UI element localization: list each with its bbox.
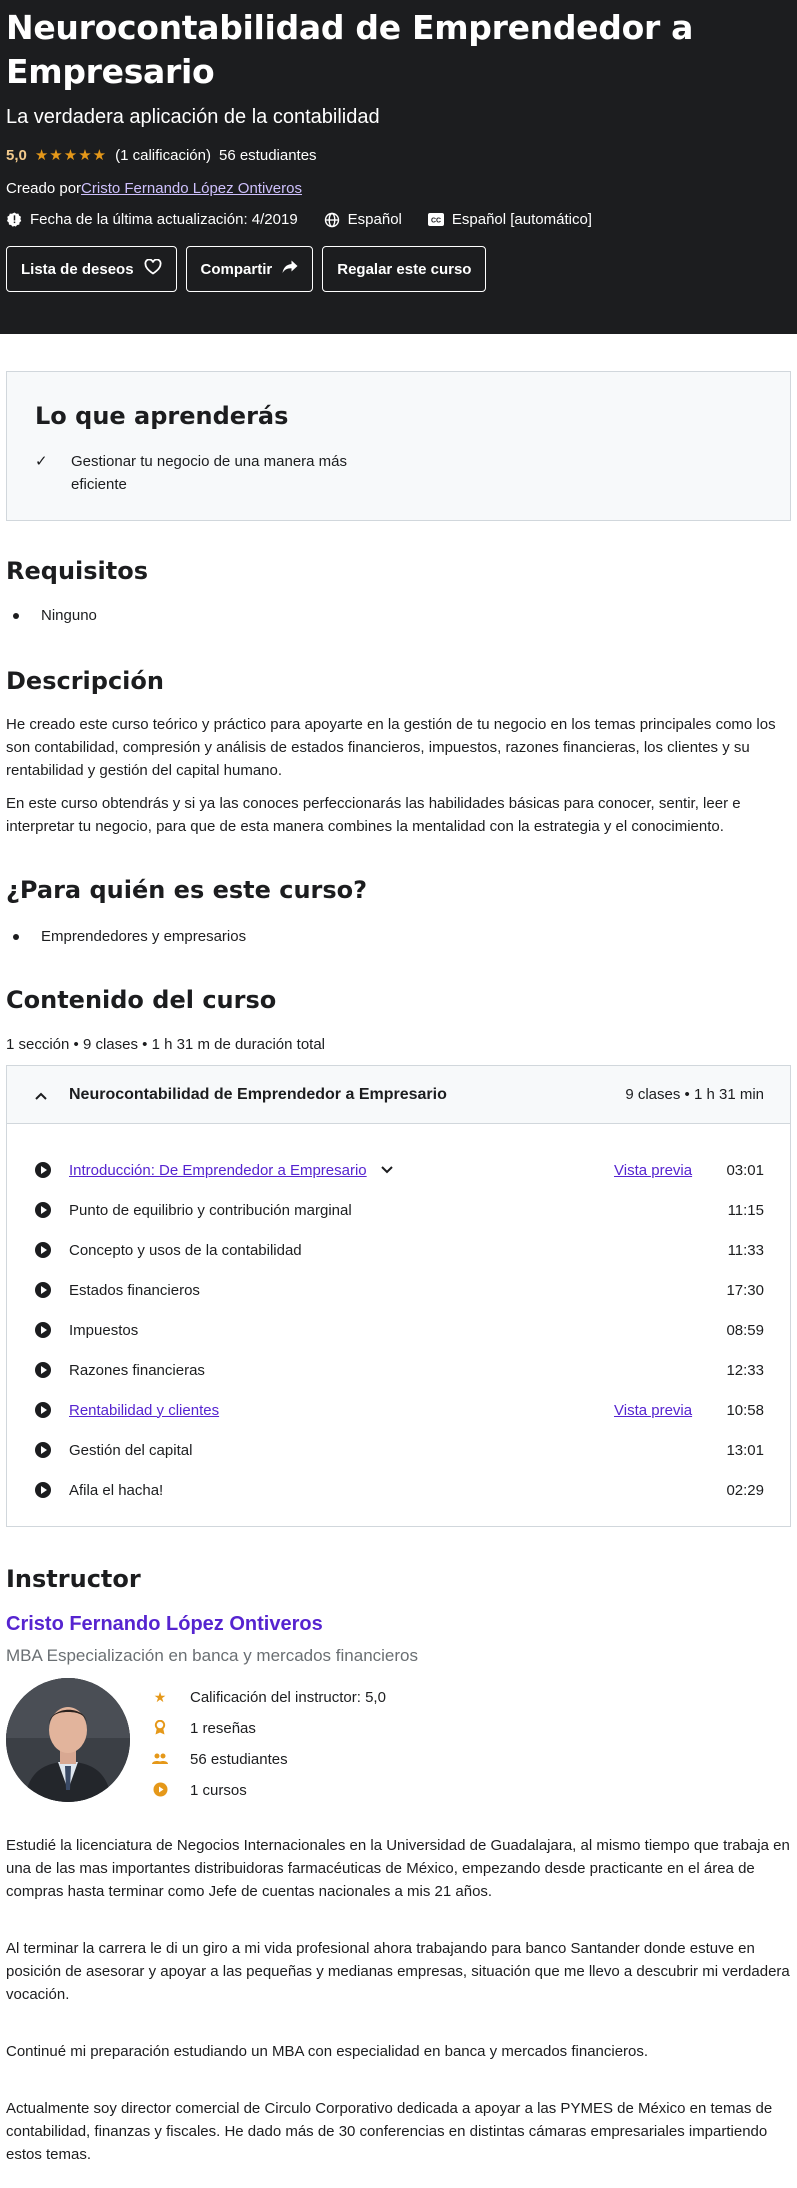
play-icon [35,1402,51,1418]
students-count: 56 estudiantes [218,146,317,164]
star-rating-icon: ★★★★★ [34,147,108,164]
play-icon [35,1362,51,1378]
bio-paragraph: Continué mi preparación estudiando un MBA con especialidad en banca y mercados financieros. [6,2043,649,2060]
globe-icon [324,212,340,228]
share-label: Compartir [200,260,273,278]
content-heading: Contenido del curso [6,986,277,1014]
language-text: Español [347,211,402,228]
share-button[interactable] [186,246,314,292]
lecture-title: Estados financieros [69,1281,200,1299]
requirement-item: Ninguno [6,605,791,627]
award-ribbon-icon [152,1720,168,1738]
course-subtitle: La verdadera aplicación de la contabilidad [6,106,380,128]
instructor-reviews-text: 1 reseñas [190,1720,256,1737]
gift-course-button[interactable] [322,246,486,292]
lecture-item [35,1270,764,1310]
lecture-title: Concepto y usos de la contabilidad [69,1241,302,1259]
lecture-duration: 11:33 [727,1241,764,1259]
lecture-item [35,1190,764,1230]
lecture-duration: 08:59 [726,1321,764,1339]
requirements-list [6,605,791,627]
play-icon [35,1282,51,1298]
lecture-duration: 02:29 [726,1481,764,1499]
play-icon [35,1242,51,1258]
lecture-duration: 10:58 [726,1401,764,1419]
lecture-title [69,1162,614,1179]
lecture-item [35,1430,764,1470]
bio-paragraph: Estudié la licenciatura de Negocios Internacionales en la Universidad de Guadalajara, al mismo tiempo que trabaja en una de las mas importantes distribuidoras farmacéuticas de México, empezando desde practicante en el área de compras hasta terminar como Jefe de cuentas nacionales a mis 21 años. [6,1837,790,1900]
bio-paragraph: Actualmente soy director comercial de Circulo Corporativo dedicada a apoyar a las PYMES de México en temas de contabilidad, finanzas y fiscales. He dado más de 30 conferencias en distintas cámaras empresariales impartiendo estos temas. [6,2100,773,2163]
play-circle-icon [152,1782,168,1800]
checkmark-icon: ✓ [35,453,48,470]
captions-text: Español [automático] [451,211,592,228]
lecture-item [35,1350,764,1390]
instructor-avatar[interactable] [6,1678,130,1802]
play-icon [35,1482,51,1498]
lecture-item [35,1230,764,1270]
audience-list [6,926,791,948]
preview-link[interactable]: Vista previa [614,1401,693,1419]
instructor-job-title: MBA Especialización en banca y mercados financieros [6,1646,418,1665]
play-icon [35,1442,51,1458]
lecture-link[interactable]: Rentabilidad y clientes [69,1401,220,1419]
instructor-stats [152,1678,386,1806]
lecture-duration: 11:15 [727,1201,764,1219]
bio-paragraph: Al terminar la carrera le di un giro a mi vida profesional ahora trabajando para banco Santander donde estuve en posición de asesorar y apoyar a las pequeñas y medianas empresas, situación que me llevo a descubrir mi verdadera vocación. [6,1940,790,2003]
alert-badge-icon [6,212,22,228]
course-content-section [0,986,797,1527]
play-icon [35,1322,51,1338]
lecture-item [35,1470,764,1510]
share-arrow-icon [282,260,298,278]
heart-icon [144,259,162,279]
lecture-item [35,1390,764,1430]
captions [428,211,592,228]
chevron-down-icon[interactable] [381,1163,393,1177]
audience-section [0,876,797,948]
instructor-students-text: 56 estudiantes [190,1751,288,1768]
lecture-title: Afila el hacha! [69,1481,164,1499]
rating-count-link[interactable]: (1 calificación) [115,146,211,164]
last-update [6,211,298,228]
instructor-bio [6,1834,791,2166]
lecture-title: Impuestos [69,1321,139,1339]
what-you-will-learn [6,371,791,521]
lecture-title: Gestión del capital [69,1441,193,1459]
instructor-students [152,1744,386,1775]
audience-item: Emprendedores y empresarios [6,926,791,948]
wishlist-label: Lista de deseos [21,260,134,278]
description-paragraph: He creado este curso teórico y práctico para apoyarte en la gestión de tu negocio en los temas principales como los son contabilidad, compresión y análisis de estados financieros, impuestos, razones financieras, los clientes y su rentabilidad y gestión del capital humano. [6,716,776,779]
lecture-title [69,1402,614,1419]
instructor-name-link[interactable]: Cristo Fernando López Ontiveros [6,1613,323,1635]
lecture-item [35,1150,764,1190]
svg-text:CC: CC [430,217,441,225]
description-section [0,667,797,838]
language [324,211,402,228]
content-summary: 1 sección • 9 clases • 1 h 31 m de duración total [6,1036,326,1053]
instructor-overview [6,1678,791,1806]
lecture-duration: 13:01 [726,1441,764,1459]
creator-row [6,180,791,197]
lecture-title: Punto de equilibrio y contribución marginal [69,1201,352,1219]
play-icon [35,1162,51,1178]
lecture-list [7,1124,790,1510]
description-heading: Descripción [6,667,164,695]
rating-value: 5,0 [6,146,27,164]
users-icon [152,1752,168,1768]
course-hero [0,0,797,334]
instructor-rating-text: Calificación del instructor: 5,0 [190,1689,386,1706]
lecture-duration: 17:30 [726,1281,764,1299]
audience-heading: ¿Para quién es este curso? [6,876,368,904]
last-update-text: Fecha de la última actualización: 4/2019 [30,211,298,228]
star-icon: ★ [153,1689,167,1705]
instructor-courses [152,1775,386,1806]
preview-link[interactable]: Vista previa [614,1161,693,1179]
description-paragraph: En este curso obtendrás y si ya las conoces perfeccionarás las habilidades básicas para conocer, sentir, leer e interpretar tu negocio, para que de esta manera combines la mentalidad con la estrategia y el conocimiento. [6,795,741,835]
instructor-reviews [152,1713,386,1744]
lecture-duration: 03:01 [726,1161,764,1179]
instructor-section [0,1565,797,2166]
rating-row [6,146,791,164]
creator-link[interactable]: Cristo Fernando López Ontiveros [81,180,302,197]
instructor-rating [152,1682,386,1713]
course-title: Neurocontabilidad de Emprendedor a Empresario [6,8,694,91]
chevron-up-icon [35,1087,69,1103]
gift-label: Regalar este curso [337,260,472,278]
lecture-link[interactable]: Introducción: De Emprendedor a Empresario [69,1161,367,1179]
learn-item [35,450,762,496]
lecture-title: Razones financieras [69,1361,205,1379]
learn-item-text: Gestionar tu negocio de una manera más eficiente [71,453,347,493]
section-meta: 9 clases • 1 h 31 min [625,1086,764,1103]
course-meta-row [6,211,791,228]
closed-captions-icon [428,212,444,228]
play-icon [35,1202,51,1218]
wishlist-button[interactable] [6,246,177,292]
section-toggle[interactable] [7,1066,790,1124]
curriculum-section [6,1065,791,1527]
requirements-heading: Requisitos [6,557,149,585]
requirements-section [0,557,797,627]
section-title: Neurocontabilidad de Emprendedor a Empresario [69,1085,447,1103]
lecture-duration: 12:33 [726,1361,764,1379]
hero-actions [6,246,791,292]
instructor-heading: Instructor [6,1565,141,1593]
learn-heading: Lo que aprenderás [35,402,289,430]
instructor-courses-text: 1 cursos [190,1782,247,1799]
created-by-label: Creado por [6,180,82,197]
lecture-item [35,1310,764,1350]
